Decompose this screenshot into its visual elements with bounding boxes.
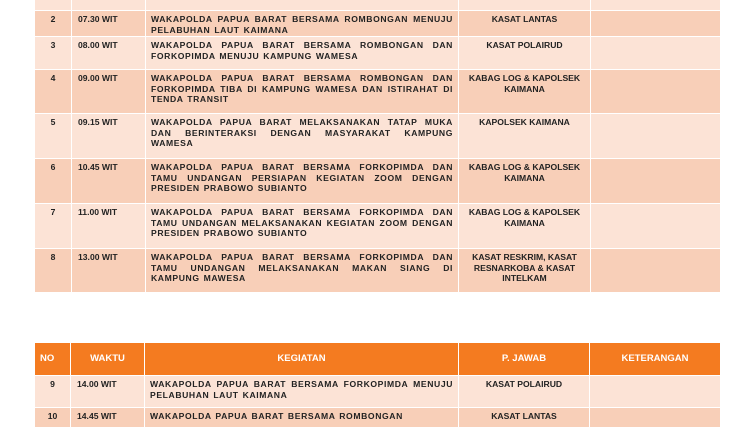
row-p-jawab: KAPOLSEK KAIMANA (459, 114, 591, 159)
row-kegiatan: WAKAPOLDA PAPUA BARAT BERSAMA ROMBONGAN DAN FORKOPIMDA MENUJU KAMPUNG WAMESA (146, 37, 459, 70)
header-p-jawab: P. JAWAB (459, 343, 590, 376)
header-keterangan: KETERANGAN (590, 343, 721, 376)
row-keterangan (591, 70, 721, 114)
row-p-jawab: KABAG LOG & KAPOLSEK KAIMANA (459, 70, 591, 114)
row-no: 10 (35, 408, 71, 428)
row-kegiatan (146, 0, 459, 11)
row-no: 8 (35, 249, 72, 293)
row-waktu: 14.45 WIT (71, 408, 145, 428)
table-row (35, 204, 721, 249)
row-kegiatan: WAKAPOLDA PAPUA BARAT BERSAMA ROMBONGAN MENUJU PELABUHAN LAUT KAIMANA (146, 11, 459, 37)
row-keterangan (591, 249, 721, 293)
table-row (35, 249, 721, 293)
row-keterangan (591, 37, 721, 70)
table-row (35, 159, 721, 204)
row-keterangan (590, 376, 721, 408)
row-waktu: 09.00 WIT (72, 70, 146, 114)
row-no: 9 (35, 376, 71, 408)
row-kegiatan: WAKAPOLDA PAPUA BARAT BERSAMA ROMBONGAN (145, 408, 459, 428)
row-keterangan (591, 204, 721, 249)
row-kegiatan: WAKAPOLDA PAPUA BARAT BERSAMA FORKOPIMDA MENUJU PELABUHAN LAUT KAIMANA (145, 376, 459, 408)
row-keterangan (591, 0, 721, 11)
row-p-jawab: KABAG LOG & KAPOLSEK KAIMANA (459, 204, 591, 249)
row-kegiatan: WAKAPOLDA PAPUA BARAT BERSAMA ROMBONGAN DAN FORKOPIMDA TIBA DI KAMPUNG WAMESA DAN ISTIRAHAT DI TENDA TRANSIT (146, 70, 459, 114)
table-row (35, 37, 721, 70)
schedule-table-bottom (34, 342, 721, 428)
table-header-row (35, 343, 721, 376)
table-row (35, 114, 721, 159)
row-waktu: 07.30 WIT (72, 11, 146, 37)
row-waktu: 08.00 WIT (72, 37, 146, 70)
row-keterangan (591, 11, 721, 37)
row-p-jawab (459, 0, 591, 11)
row-p-jawab: KASAT RESKRIM, KASAT RESNARKOBA & KASAT INTELKAM (459, 249, 591, 293)
row-waktu (72, 0, 146, 11)
row-waktu: 11.00 WIT (72, 204, 146, 249)
table-row (35, 70, 721, 114)
row-p-jawab: KASAT LANTAS (459, 11, 591, 37)
row-waktu: 09.15 WIT (72, 114, 146, 159)
row-kegiatan: WAKAPOLDA PAPUA BARAT BERSAMA FORKOPIMDA DAN TAMU UNDANGAN MELAKSANAKAN MAKAN SIANG DI KAMPUNG MAWESA (146, 249, 459, 293)
row-waktu: 13.00 WIT (72, 249, 146, 293)
row-no: 6 (35, 159, 72, 204)
row-waktu: 10.45 WIT (72, 159, 146, 204)
row-p-jawab: KABAG LOG & KAPOLSEK KAIMANA (459, 159, 591, 204)
row-no: 7 (35, 204, 72, 249)
row-kegiatan: WAKAPOLDA PAPUA BARAT MELAKSANAKAN TATAP MUKA DAN BERINTERAKSI DENGAN MASYARAKAT KAMPUNG WAMESA (146, 114, 459, 159)
table-row (35, 11, 721, 37)
row-no: 3 (35, 37, 72, 70)
table-row (35, 408, 721, 428)
row-p-jawab: KASAT POLAIRUD (459, 37, 591, 70)
header-no: NO (35, 343, 71, 376)
header-kegiatan: KEGIATAN (145, 343, 459, 376)
schedule-table-top (34, 0, 721, 293)
row-keterangan (591, 114, 721, 159)
row-kegiatan: WAKAPOLDA PAPUA BARAT BERSAMA FORKOPIMDA DAN TAMU UNDANGAN PERSIAPAN KEGIATAN ZOOM DENGAN PRESIDEN PRABOWO SUBIANTO (146, 159, 459, 204)
row-no (35, 0, 72, 11)
row-keterangan (590, 408, 721, 428)
row-p-jawab: KASAT LANTAS (459, 408, 590, 428)
row-waktu: 14.00 WIT (71, 376, 145, 408)
row-kegiatan: WAKAPOLDA PAPUA BARAT BERSAMA FORKOPIMDA DAN TAMU UNDANGAN MELAKSANAKAN KEGIATAN ZOOM DENGAN PRESIDEN PRABOWO SUBIANTO (146, 204, 459, 249)
table-row (35, 376, 721, 408)
row-p-jawab: KASAT POLAIRUD (459, 376, 590, 408)
table-row (35, 0, 721, 11)
row-keterangan (591, 159, 721, 204)
row-no: 2 (35, 11, 72, 37)
row-no: 5 (35, 114, 72, 159)
header-waktu: WAKTU (71, 343, 145, 376)
row-no: 4 (35, 70, 72, 114)
